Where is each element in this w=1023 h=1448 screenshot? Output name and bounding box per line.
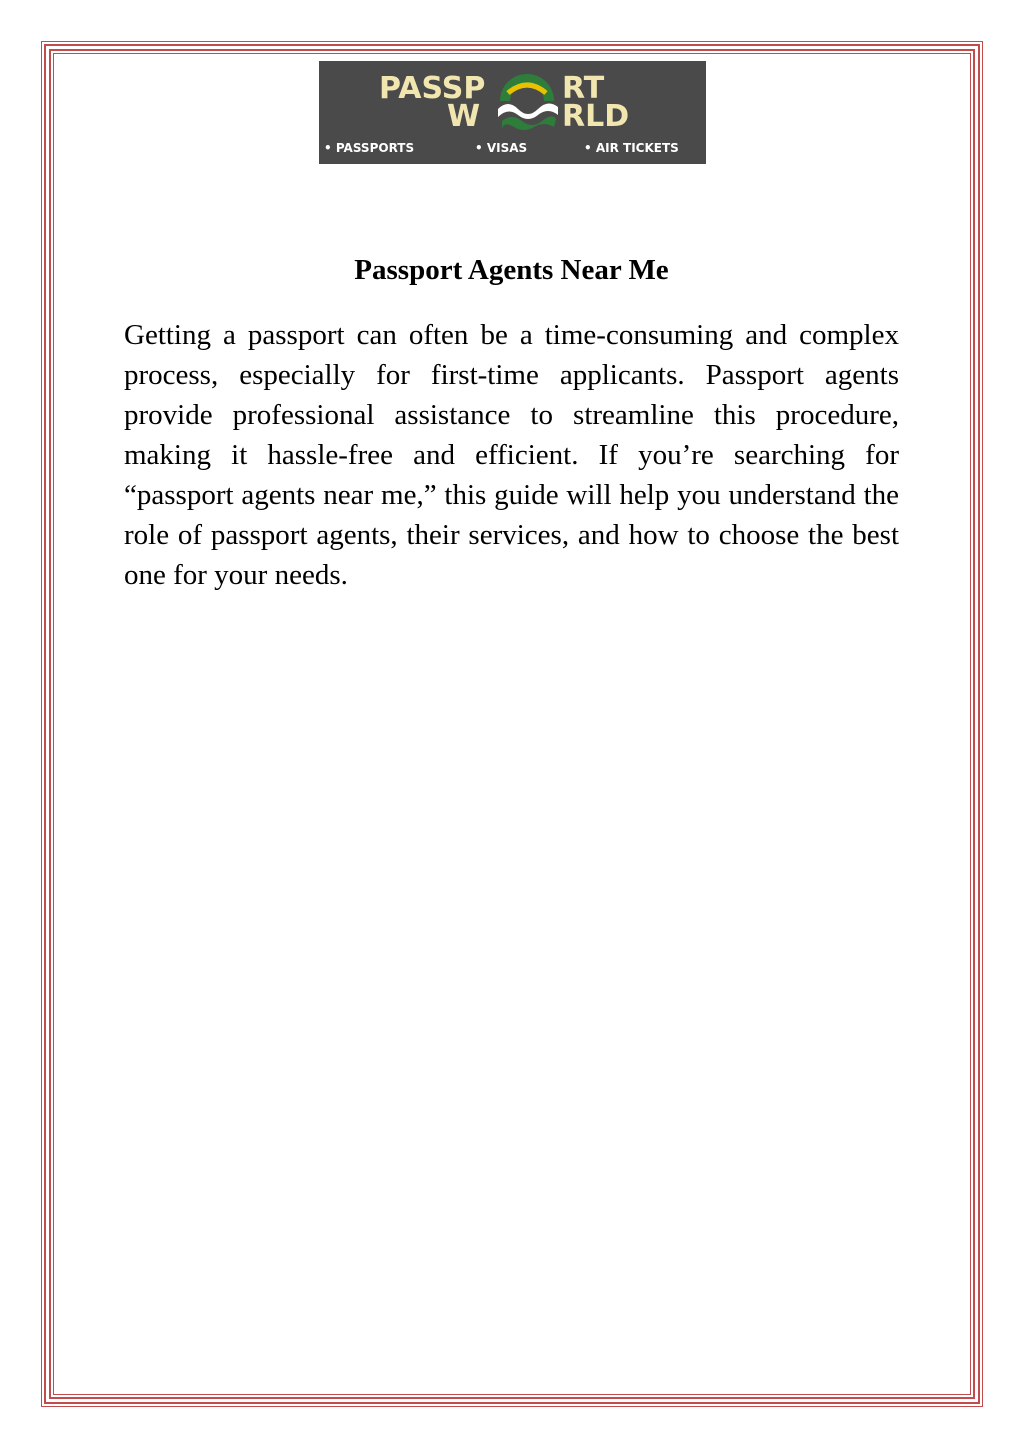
passport-world-logo xyxy=(319,61,706,164)
logo-taglines xyxy=(319,141,706,159)
document-title: Passport Agents Near Me xyxy=(354,254,669,286)
page-border xyxy=(41,41,983,1407)
logo-tag-passports: • PASSPORTS xyxy=(324,141,415,155)
document-body-paragraph: Getting a passport can often be a time-consuming and complex process, especially for first-time applicants. Passport agents provide professional assistance to streamline this procedure, making it hassle-free and efficient. If you’re searching for “passport agents near me,” this guide will help you understand the role of passport agents, their services, and how to choose the best one for your needs. xyxy=(124,319,899,591)
logo-text-passp: PASSP xyxy=(379,71,486,106)
logo-tag-air-tickets: • AIR TICKETS xyxy=(584,141,679,155)
logo-text-rld: RLD xyxy=(562,99,630,134)
logo-text-w: W xyxy=(447,99,481,134)
logo-tag-visas: • VISAS xyxy=(475,141,528,155)
logo-text-rt: RT xyxy=(562,71,605,106)
globe-icon xyxy=(494,71,560,133)
